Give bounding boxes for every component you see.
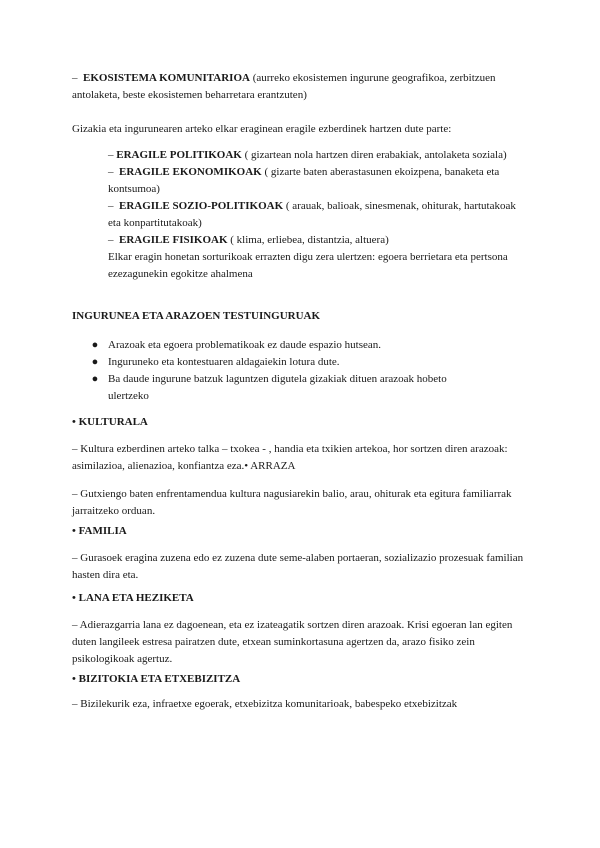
section-heading-familia: • FAMILIA xyxy=(72,525,127,537)
list-item-text: Ba daude ingurune batzuk laguntzen digutela gizakiak dituen arazoak hobeto ulertzeko xyxy=(108,373,447,402)
intro-title: EKOSISTEMA KOMUNITARIOA xyxy=(83,72,250,84)
kulturala-paragraph-2: – Gutxiengo baten enfrentamendua kultura nagusiarekin balio, arau, ohiturak eta egitura familiarrak jarraitzeko orduan. xyxy=(72,488,512,517)
bullet-icon: ● xyxy=(91,373,99,385)
agent-text: ( klima, erliebea, distantzia, altuera) xyxy=(227,234,389,246)
list-item-text: Arazoak eta egoera problematikoak ez daude espazio hutsean. xyxy=(108,339,382,351)
list-item-text: Inguruneko eta kontestuaren aldagaiekin lotura dute. xyxy=(108,356,340,368)
kulturala-paragraph-1: – Kultura ezberdinen arteko talka – txokea - , handia eta txikien artekoa, hor sortzen diren arazoak: asimilazioa, alienazioa, konfiantza eza.• ARRAZA xyxy=(72,443,508,472)
intro-paragraph xyxy=(72,70,528,104)
bizitokia-paragraph: – Bizilekurik eza, infraetxe egoerak, etxebizitza komunitarioak, babespeko etxebizitzak xyxy=(72,698,458,710)
agent-politikoak xyxy=(108,147,528,164)
agents-block xyxy=(108,147,528,283)
lead-paragraph: Gizakia eta ingurunearen arteko elkar eraginean eragile ezberdinek hartzen dute parte: xyxy=(72,123,452,135)
agents-conclusion: Elkar eragin honetan sorturikoak errazten digu zera ulertzen: egoera berrietara eta pertsona ezezagunekin egokitze ahalmena xyxy=(108,251,508,280)
list-item xyxy=(90,371,520,405)
bullet-icon: ● xyxy=(91,356,99,368)
agent-fisikoak xyxy=(108,232,528,249)
section-heading: INGURUNEA ETA ARAZOEN TESTUINGURUAK xyxy=(72,310,321,322)
agent-dash: – xyxy=(108,149,114,161)
list-item xyxy=(90,337,520,354)
agent-ekonomikoak xyxy=(108,164,528,198)
agent-title: ERAGILE FISIKOAK xyxy=(119,234,228,246)
agent-dash: – xyxy=(108,234,114,246)
agent-text: ( arauak, balioak, sinesmenak, ohiturak, hartutakoak eta konpartitutakoak) xyxy=(108,200,516,229)
list-item xyxy=(90,354,520,371)
familia-paragraph: – Gurasoek eragina zuzena edo ez zuzena dute seme-alaben portaeran, sozializazio prozesuak familian hasten dira eta. xyxy=(72,552,524,581)
agent-title: ERAGILE POLITIKOAK xyxy=(116,149,242,161)
agent-title: ERAGILE EKONOMIKOAK xyxy=(119,166,262,178)
agent-dash: – xyxy=(108,166,114,178)
agent-text: ( gizarte baten aberastasunen ekoizpena, banaketa eta kontsumoa) xyxy=(108,166,500,195)
bullet-icon: ● xyxy=(91,339,99,351)
agent-title: ERAGILE SOZIO-POLITIKOAK xyxy=(119,200,284,212)
agent-dash: – xyxy=(108,200,114,212)
agent-text: ( gizartean nola hartzen diren erabakiak, antolaketa soziala) xyxy=(241,149,507,161)
intro-dash: – xyxy=(72,72,78,84)
intro-text: (aurreko ekosistemen ingurune geografikoa, zerbitzuen antolaketa, beste ekosistemen beharretara erantzuten) xyxy=(72,72,496,101)
section-heading-lana: • LANA ETA HEZIKETA xyxy=(72,592,194,604)
section-heading-bizitokia: • BIZITOKIA ETA ETXEBIZITZA xyxy=(72,673,241,685)
section-heading-kulturala: • KULTURALA xyxy=(72,416,148,428)
bullet-list xyxy=(90,337,520,405)
agent-sozio-politikoak xyxy=(108,198,528,232)
lana-paragraph: – Adierazgarria lana ez dagoenean, eta ez izateagatik sortzen diren arazoak. Krisi egoeran lan egiten duten langileek estresa pairatzen dute, etxean suminkortasuna agertzen da, arazo fisiko zein psikologikoak agertuz. xyxy=(72,619,513,665)
